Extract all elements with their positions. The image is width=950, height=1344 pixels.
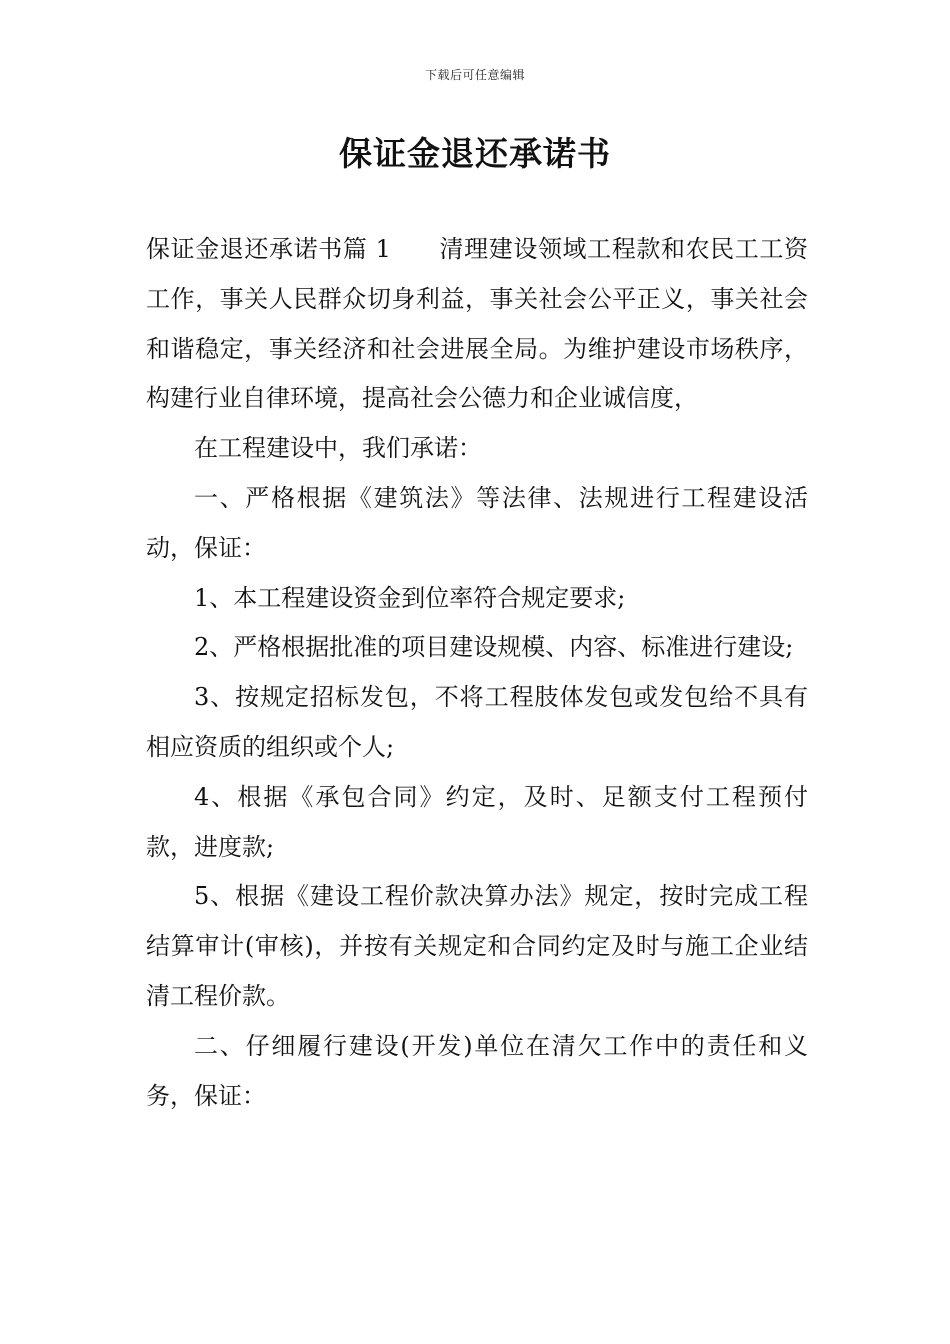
paragraph-clause-2: 2、严格根据批准的项目建设规模、内容、标准进行建设; [194,633,794,662]
paragraph-item-two: 二、仔细履行建设(开发)单位在清欠工作中的责任和义务，保证： [146,1031,808,1110]
section-heading: 保证金退还承诺书篇 1 [146,235,391,263]
paragraph-item-one: 一、严格根据《建筑法》等法律、法规进行工程建设活动，保证： [146,483,808,562]
header-note: 下载后可任意编辑 [424,68,525,82]
document-body [146,225,808,1121]
paragraph-clause-5: 5、根据《建设工程价款决算办法》规定，按时完成工程结算审计(审核)，并按有关规定和合同约定及时与施工企业结清工程价款。 [146,882,808,1010]
intro-text: 清理建设领域工程款和农民工工资工作，事关人民群众切身利益，事关社会公平正义，事关社会和谐稳定，事关经济和社会进展全局。为维护建设市场秩序，构建行业自律环境，提高社会公德力和企业诚信度， [146,235,808,413]
paragraph-clause-3: 3、按规定招标发包，不将工程肢体发包或发包给不具有相应资质的组织或个人; [146,683,808,761]
paragraph-clause-4: 4、根据《承包合同》约定，及时、足额支付工程预付款，进度款; [146,782,808,861]
document-title: 保证金退还承诺书 [339,134,611,173]
intro-paragraph [146,225,808,424]
paragraph-clause-1: 1、本工程建设资金到位率符合规定要求; [194,583,626,612]
paragraph-commitment-lead: 在工程建设中，我们承诺： [194,434,482,463]
